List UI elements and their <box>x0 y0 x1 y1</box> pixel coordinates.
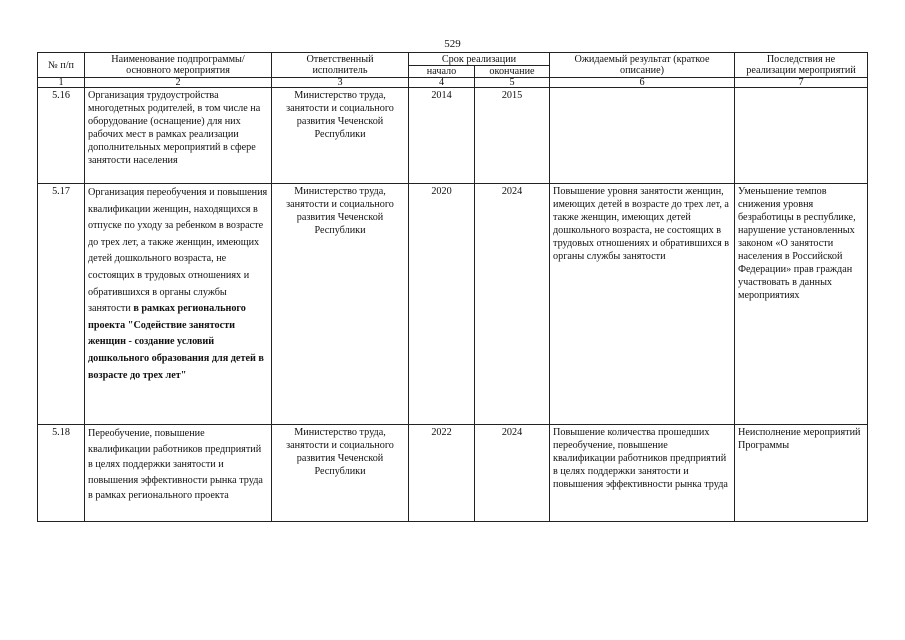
measure-name-text: Переобучение, повышение квалификации работников предприятий в целях поддержки занятости и повышения эффективности рынка труда в рамках регионального проекта <box>88 428 263 501</box>
column-number: 2 <box>85 78 272 88</box>
header-consequences-line2: реализации мероприятий <box>746 65 856 76</box>
header-name <box>85 53 272 78</box>
row-number: 5.18 <box>38 425 85 522</box>
column-number: 3 <box>272 78 409 88</box>
header-end: окончание <box>475 66 550 78</box>
column-numbers-row <box>38 78 868 88</box>
column-number: 7 <box>735 78 868 88</box>
consequences <box>735 88 868 184</box>
consequences: Уменьшение темпов снижения уровня безработицы в республике, нарушение установленных законом «О занятости населения в Российской Федерации» прав граждан участвовать в данных мероприятиях <box>735 184 868 425</box>
table-row <box>38 425 868 522</box>
column-number: 5 <box>475 78 550 88</box>
header-responsible-line1: Ответственный <box>306 54 374 65</box>
header-consequences-line1: Последствия не <box>766 54 836 65</box>
header-row <box>38 53 868 66</box>
header-result-line1: Ожидаемый результат (краткое <box>574 54 710 65</box>
end-year: 2024 <box>475 425 550 522</box>
header-consequences <box>735 53 868 78</box>
end-year: 2015 <box>475 88 550 184</box>
header-result <box>550 53 735 78</box>
header-name-line2: основного мероприятия <box>126 65 230 76</box>
expected-result: Повышение количества прошедших переобучение, повышение квалификации работников предприятий в целях поддержки занятости и повышения эффективности рынка труда <box>550 425 735 522</box>
header-num: № п/п <box>38 53 85 78</box>
header-start: начало <box>409 66 475 78</box>
measure-name <box>85 425 272 522</box>
column-number: 1 <box>38 78 85 88</box>
start-year: 2020 <box>409 184 475 425</box>
header-responsible-line2: исполнитель <box>312 65 368 76</box>
expected-result: Повышение уровня занятости женщин, имеющих детей в возрасте до трех лет, а также женщин, имеющих детей дошкольного возраста, не состоящих в трудовых отношениях и обратившихся в органы службы занятости <box>550 184 735 425</box>
expected-result <box>550 88 735 184</box>
header-responsible <box>272 53 409 78</box>
start-year: 2022 <box>409 425 475 522</box>
measure-name <box>85 184 272 425</box>
responsible-executor: Министерство труда, занятости и социального развития Чеченской Республики <box>272 184 409 425</box>
responsible-executor: Министерство труда, занятости и социального развития Чеченской Республики <box>272 88 409 184</box>
measure-name <box>85 88 272 184</box>
measure-name-text: Организация переобучения и повышения квалификации женщин, находящихся в отпуске по уходу за ребенком в возрасте до трех лет, а также женщин, имеющих детей дошкольного возраста, не состоящих в трудовых отношениях и обратившихся в органы службы занятости <box>88 187 268 315</box>
header-result-line2: описание) <box>620 65 664 76</box>
row-number: 5.17 <box>38 184 85 425</box>
end-year: 2024 <box>475 184 550 425</box>
header-term: Срок реализации <box>409 53 550 66</box>
consequences: Неисполнение мероприятий Программы <box>735 425 868 522</box>
start-year: 2014 <box>409 88 475 184</box>
column-number: 4 <box>409 78 475 88</box>
measure-name-text: Организация трудоустройства многодетных родителей, в том числе на оборудование (оснащение) для них рабочих мест в рамках реализации дополнительных мероприятий в сфере занятости населения <box>88 90 261 166</box>
header-name-line1: Наименование подпрограммы/ <box>111 54 245 65</box>
measure-name-bold-text: в рамках регионального проекта "Содействие занятости женщин - создание условий дошкольного образования для детей в возрасте до трех лет" <box>88 303 264 381</box>
row-number: 5.16 <box>38 88 85 184</box>
table-row <box>38 184 868 425</box>
page-number: 529 <box>444 38 461 50</box>
table-row <box>38 88 868 184</box>
responsible-executor: Министерство труда, занятости и социального развития Чеченской Республики <box>272 425 409 522</box>
column-number: 6 <box>550 78 735 88</box>
program-measures-table <box>37 52 868 522</box>
